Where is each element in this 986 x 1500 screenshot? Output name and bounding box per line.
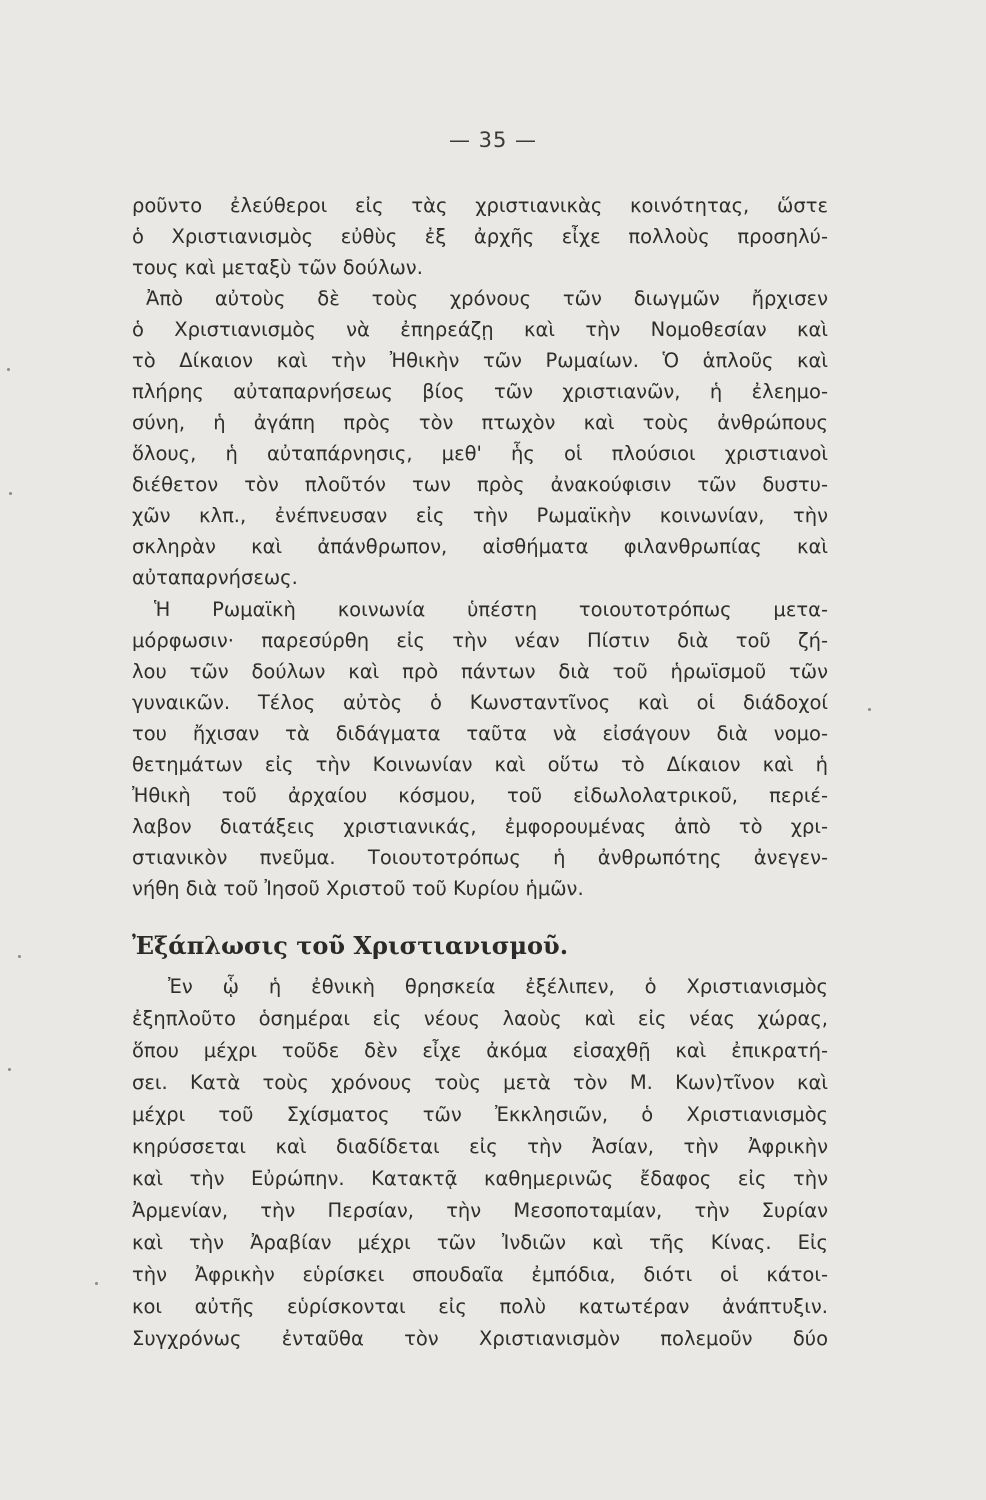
text-line: νήθη διὰ τοῦ Ἰησοῦ Χριστοῦ τοῦ Κυρίου ἡμῶν. bbox=[132, 877, 584, 900]
text-line: ὁ Χριστιανισμὸς νὰ ἐπηρεάζῃ καὶ τὴν Νομοθεσίαν καὶ bbox=[132, 318, 828, 341]
text-line: ὅπου μέχρι τοῦδε δὲν εἶχε ἀκόμα εἰσαχθῇ καὶ ἐπικρατή- bbox=[132, 1039, 828, 1062]
text-line: αὐταπαρνήσεως. bbox=[132, 566, 298, 589]
text-line: τὸ Δίκαιον καὶ τὴν Ἠθικὴν τῶν Ρωμαίων. Ὁ ἁπλοῦς καὶ bbox=[132, 349, 828, 372]
text-line: Ἠθικὴ τοῦ ἀρχαίου κόσμου, τοῦ εἰδωλολατρικοῦ, περιέ- bbox=[132, 784, 828, 807]
paper-speck bbox=[9, 492, 12, 495]
text-line: ἐξηπλοῦτο ὁσημέραι εἰς νέους λαοὺς καὶ εἰς νέας χώρας, bbox=[132, 1007, 828, 1030]
text-line: τους καὶ μεταξὺ τῶν δούλων. bbox=[132, 256, 423, 279]
text-line: λαβον διατάξεις χριστιανικάς, ἐμφορουμένας ἀπὸ τὸ χρι- bbox=[132, 815, 828, 838]
page-number: — 35 — bbox=[448, 128, 538, 152]
text-line: κηρύσσεται καὶ διαδίδεται εἰς τὴν Ἀσίαν, τὴν Ἀφρικὴν bbox=[132, 1135, 828, 1158]
text-line: σύνη, ἡ ἀγάπη πρὸς τὸν πτωχὸν καὶ τοὺς ἀνθρώπους bbox=[132, 411, 828, 434]
section-heading: Ἐξάπλωσις τοῦ Χριστιανισμοῦ. bbox=[132, 931, 569, 960]
text-line: ὅλους, ἡ αὐταπάρνησις, μεθ' ἧς οἱ πλούσιοι χριστιανοὶ bbox=[132, 442, 828, 465]
text-line: Ἀρμενίαν, τὴν Περσίαν, τὴν Μεσοποταμίαν, τὴν Συρίαν bbox=[132, 1199, 828, 1222]
text-line: κοι αὐτῆς εὑρίσκονται εἰς πολὺ κατωτέραν ἀνάπτυξιν. bbox=[132, 1295, 828, 1318]
text-line: Ἀπὸ αὐτοὺς δὲ τοὺς χρόνους τῶν διωγμῶν ἤρχισεν bbox=[146, 287, 828, 310]
text-line: Ἡ Ρωμαϊκὴ κοινωνία ὑπέστη τοιουτοτρόπως μετα- bbox=[154, 598, 828, 621]
text-line: ὁ Χριστιανισμὸς εὐθὺς ἐξ ἀρχῆς εἶχε πολλοὺς προσηλύ- bbox=[132, 225, 828, 248]
text-line: σει. Κατὰ τοὺς χρόνους τοὺς μετὰ τὸν Μ. Κων)τῖνον καὶ bbox=[132, 1071, 828, 1094]
text-line: λου τῶν δούλων καὶ πρὸ πάντων διὰ τοῦ ἡρωϊσμοῦ τῶν bbox=[132, 660, 828, 683]
text-line: μέχρι τοῦ Σχίσματος τῶν Ἐκκλησιῶν, ὁ Χριστιανισμὸς bbox=[132, 1103, 828, 1126]
paper-speck bbox=[868, 708, 871, 711]
text-line: χῶν κλπ., ἐνέπνευσαν εἰς τὴν Ρωμαϊκὴν κοινωνίαν, τὴν bbox=[132, 504, 828, 527]
text-line: Ἐν ᾧ ἡ ἐθνικὴ θρησκεία ἐξέλιπεν, ὁ Χριστιανισμὸς bbox=[168, 975, 828, 998]
paper-speck bbox=[7, 368, 10, 371]
text-line: διέθετον τὸν πλοῦτόν των πρὸς ἀνακούφισιν τῶν δυστυ- bbox=[132, 473, 828, 496]
text-line: πλήρης αὐταπαρνήσεως βίος τῶν χριστιανῶν, ἡ ἐλεημο- bbox=[132, 380, 828, 403]
text-line: τὴν Ἀφρικὴν εὑρίσκει σπουδαῖα ἐμπόδια, διότι οἱ κάτοι- bbox=[132, 1263, 828, 1286]
text-line: μόρφωσιν· παρεσύρθη εἰς τὴν νέαν Πίστιν διὰ τοῦ ζή- bbox=[132, 629, 828, 652]
text-line: καὶ τὴν Ἀραβίαν μέχρι τῶν Ἰνδιῶν καὶ τῆς Κίνας. Εἰς bbox=[132, 1231, 828, 1254]
text-line: Συγχρόνως ἐνταῦθα τὸν Χριστιανισμὸν πολεμοῦν δύο bbox=[132, 1327, 828, 1350]
paper-speck bbox=[18, 955, 21, 958]
paper-speck bbox=[95, 1282, 98, 1285]
text-line: θετημάτων εἰς τὴν Κοινωνίαν καὶ οὕτω τὸ Δίκαιον καὶ ἡ bbox=[132, 753, 828, 776]
paper-speck bbox=[8, 1068, 11, 1071]
text-line: στιανικὸν πνεῦμα. Τοιουτοτρόπως ἡ ἀνθρωπότης ἀνεγεν- bbox=[132, 846, 828, 869]
text-line: του ἤχισαν τὰ διδάγματα ταῦτα νὰ εἰσάγουν διὰ νομο- bbox=[132, 722, 828, 745]
text-line: ροῦντο ἐλεύθεροι εἰς τὰς χριστιανικὰς κοινότητας, ὥστε bbox=[132, 194, 828, 217]
text-line: γυναικῶν. Τέλος αὐτὸς ὁ Κωνσταντῖνος καὶ οἱ διάδοχοί bbox=[132, 691, 828, 714]
text-line: καὶ τὴν Εὐρώπην. Κατακτᾷ καθημερινῶς ἔδαφος εἰς τὴν bbox=[132, 1167, 828, 1190]
text-line: σκληρὰν καὶ ἀπάνθρωπον, αἰσθήματα φιλανθρωπίας καὶ bbox=[132, 535, 828, 558]
